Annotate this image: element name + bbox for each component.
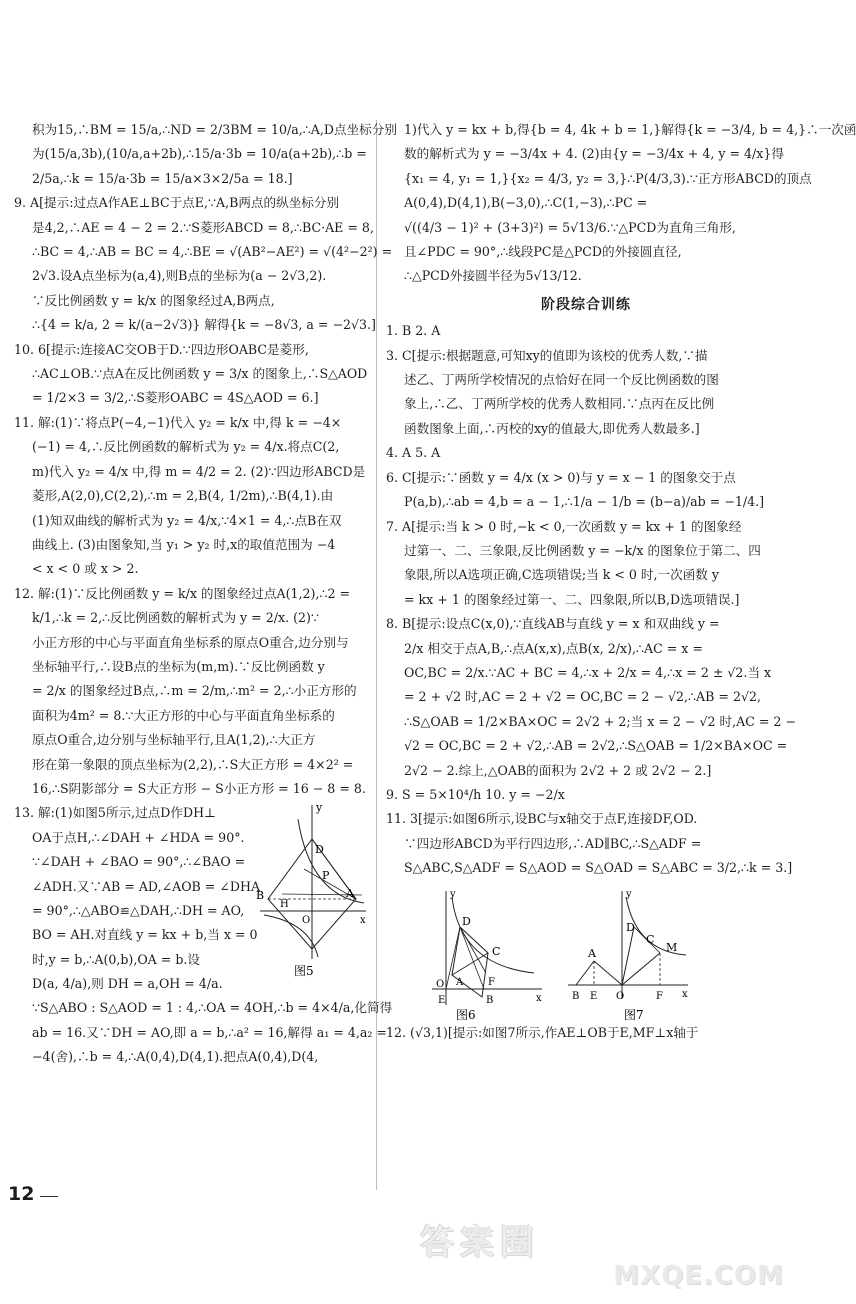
question-start-line: 4. A 5. A [386, 445, 441, 461]
question-start-line: 3. C[提示:根据题意,可知xy的值即为该校的优秀人数,∵描 [386, 347, 708, 363]
question-start-line: 13. 解:(1)如图5所示,过点D作DH⊥ [14, 805, 216, 821]
question-start-line: 7. A[提示:当 k > 0 时,−k < 0,一次函数 y = kx + 1 的图象经 [386, 518, 742, 534]
fig6-caption: 图6 [456, 1007, 476, 1022]
text-line: = 2/x 的图象经过B点,∴m = 2/m,∴m² = 2,∴小正方形的 [32, 683, 357, 699]
fig5-label-a: A [346, 887, 354, 901]
q13-block [14, 801, 370, 996]
text-line: A(0,4),D(4,1),B(−3,0),∴C(1,−3),∴PC = [404, 195, 648, 211]
text-line: (1)知双曲线的解析式为 y₂ = 4/x,∵4×1 = 4,∴点B在双 [32, 512, 342, 528]
question-start-line: 11. 3[提示:如图6所示,设BC与x轴交于点F,连接DF,OD. [386, 811, 698, 827]
right-answers-block [386, 319, 796, 880]
fig7-label-m: M [666, 940, 678, 954]
text-line: = 2 + √2 时,AC = 2 + √2 = OC,BC = 2 − √2,∴AB = 2√2, [404, 689, 762, 705]
text-line: 象限,所以A选项正确,C选项错误;当 k < 0 时,一次函数 y [404, 567, 719, 583]
text-line: ∴AC⊥OB.∵点A在反比例函数 y = 3/x 的图象上,∴S△AOD [32, 366, 368, 382]
fig7-label-c: C [646, 932, 655, 946]
text-line: = 1/2×3 = 3/2,∴S菱形OABC = 4S△AOD = 6.] [32, 390, 319, 406]
text-line: 原点O重合,边分别与坐标轴平行,且A(1,2),∴大正方 [32, 732, 316, 748]
text-line: ∴S△OAB = 1/2×BA×OC = 2√2 + 2;当 x = 2 − √2 时,AC = 2 − [404, 713, 796, 729]
text-line: 是4,2,∴AE = 4 − 2 = 2.∵S菱形ABCD = 8,∴BC·AE = 8, [32, 219, 374, 235]
text-line: OA于点H,∴∠DAH + ∠HDA = 90°. [32, 829, 245, 845]
text-line: 过第一、二、三象限,反比例函数 y = −k/x 的图象位于第二、四 [404, 542, 761, 558]
text-line: −4(舍),∴b = 4,∴A(0,4),D(4,1).把点A(0,4),D(4, [32, 1049, 319, 1065]
text-line: = 90°,∴△ABO≌△DAH,∴DH = AO, [32, 903, 245, 918]
text-line: ∵四边形ABCD为平行四边形,∴AD∥BC,∴S△ADF = [404, 835, 702, 851]
right-text-block [386, 118, 856, 289]
text-line: 2√2 − 2.综上,△OAB的面积为 2√2 + 2 或 2√2 − 2.] [404, 762, 712, 778]
text-line: 小正方形的中心与平面直角坐标系的原点O重合,边分别与 [32, 634, 349, 650]
text-line: 数的解析式为 y = −3/4x + 4. (2)由{y = −3/4x + 4, y = 4/x}得 [404, 146, 784, 162]
question-start-line: 8. B[提示:设点C(x,0),∵直线AB与直线 y = x 和双曲线 y = [386, 616, 720, 632]
text-line: 1)代入 y = kx + b,得{b = 4, 4k + b = 1,}解得{k = −3/4, b = 4,}∴一次函 [404, 122, 856, 137]
fig6-label-a: A [456, 976, 464, 988]
fig7-label-e: E [590, 990, 598, 1002]
fig6-label-d: D [462, 914, 471, 928]
text-line: 曲线上. (3)由图象知,当 y₁ > y₂ 时,x的取值范围为 −4 [32, 536, 336, 552]
text-line: 2/x 相交于点A,B,∴点A(x,x),点B(x, 2/x),∴AC = x = [404, 640, 703, 656]
fig6-label-b: B [486, 994, 494, 1006]
answer-12-line: 12. (√3,1)[提示:如图7所示,作AE⊥OB于E,MF⊥x轴于 [386, 1024, 699, 1040]
page-number: 12 [8, 1183, 35, 1205]
question-start-line: 11. 解:(1)∵将点P(−4,−1)代入 y₂ = k/x 中,得 k = −4× [14, 414, 342, 430]
question-start-line: 10. 6[提示:连接AC交OB于D.∵四边形OABC是菱形, [14, 341, 309, 357]
text-line: 16,∴S阴影部分 = S大正方形 − S小正方形 = 16 − 8 = 8. [32, 780, 366, 796]
fig5-label-o: O [302, 915, 311, 927]
fig5-label-y: y [316, 801, 323, 815]
text-line: 形在第一象限的顶点坐标为(2,2),∴S大正方形 = 4×2² = [32, 756, 354, 772]
text-line: ∠ADH.又∵AB = AD,∠AOB = ∠DHA [32, 878, 261, 894]
text-line: 坐标轴平行,∴设B点的坐标为(m,m).∵反比例函数 y [32, 658, 325, 674]
fig5-label-x: x [360, 915, 366, 927]
text-line: ∴△PCD外接圆半径为5√13/12. [404, 268, 582, 284]
fig7-caption: 图7 [624, 1007, 644, 1022]
fig5-label-b: B [256, 889, 265, 903]
page-number-rule [40, 1196, 58, 1197]
fig6-label-y: y [450, 888, 456, 900]
text-line: 积为15,∴BM = 15/a,∴ND = 2/3BM = 10/a,∴A,D点坐标分别 [32, 122, 397, 137]
fig7-label-y: y [626, 888, 632, 900]
text-line: = kx + 1 的图象经过第一、二、四象限,所以B,D选项错误.] [404, 591, 740, 607]
figure-5 [252, 799, 370, 979]
section-title: 阶段综合训练 [541, 296, 631, 313]
question-start-line: 6. C[提示:∵函数 y = 4/x (x > 0)与 y = x − 1 的图象交于点 [386, 469, 736, 485]
text-line: ∵S△ABO : S△AOD = 1 : 4,∴OA = 4OH,∴b = 4×4/a,化简得 [32, 1000, 393, 1016]
watermark-logo: 答案圈 [420, 1223, 540, 1263]
figures-row [386, 881, 786, 1021]
fig6-label-f: F [488, 976, 495, 988]
question-start-line: 12. 解:(1)∵反比例函数 y = k/x 的图象经过点A(1,2),∴2 = [14, 585, 351, 601]
text-line: 为(15/a,3b),(10/a,a+2b),∴15/a·3b = 10/a(a+2b),∴b = [32, 146, 367, 162]
text-line: S△ABC,S△ADF = S△AOD = S△OAD = S△ABC = 3/2,∴k = 3.] [404, 860, 793, 876]
text-line: 时,y = b,∴A(0,b),OA = b.设 [32, 951, 200, 967]
text-line: D(a, 4/a),则 DH = a,OH = 4/a. [32, 976, 223, 992]
question-start-line: 9. A[提示:过点A作AE⊥BC于点E,∵A,B两点的纵坐标分别 [14, 195, 340, 211]
text-line: ∵∠DAH + ∠BAO = 90°,∴∠BAO = [32, 854, 246, 870]
right-column [386, 118, 856, 1045]
question-start-line: 9. S = 5×10⁴/h 10. y = −2/x [386, 786, 565, 802]
fig5-caption: 图5 [294, 964, 314, 979]
text-line: OC,BC = 2/x.∵AC + BC = 4,∴x + 2/x = 4,∴x = 2 ± √2.当 x [404, 664, 772, 680]
fig6-label-c: C [492, 944, 501, 958]
fig7-label-x: x [682, 988, 688, 1000]
text-line: √2 = OC,BC = 2 + √2,∴AB = 2√2,∴S△OAB = 1/2×BA×OC = [404, 738, 788, 754]
left-tail-block [14, 996, 393, 1069]
text-line: 2√3.设A点坐标为(a,4),则B点的坐标为(a − 2√3,2). [32, 268, 327, 284]
text-line: 述乙、丁两所学校情况的点恰好在同一个反比例函数的图 [404, 372, 719, 388]
fig7-label-f: F [656, 990, 663, 1002]
text-line: 且∠PDC = 90°,∴线段PC是△PCD的外接圆直径, [404, 244, 682, 260]
text-line: ∴{4 = k/a, 2 = k/(a−2√3)} 解得{k = −8√3, a = −2√3.] [32, 317, 376, 333]
fig7-label-a: A [588, 946, 596, 960]
text-line: k/1,∴k = 2,∴反比例函数的解析式为 y = 2/x. (2)∵ [32, 610, 319, 626]
watermark [420, 1215, 790, 1300]
figure-6 [426, 887, 546, 1022]
text-line: (−1) = 4,∴反比例函数的解析式为 y₂ = 4/x.将点C(2, [32, 439, 340, 455]
watermark-url: MXQE.COM [613, 1261, 784, 1291]
fig7-label-b: B [572, 990, 580, 1002]
text-line: ab = 16.又∵DH = AO,即 a = b,∴a² = 16,解得 a₁ = 4,a₂ = [32, 1024, 387, 1040]
text-line: BO = AH.对直线 y = kx + b,当 x = 0 [32, 927, 258, 943]
text-line: ∴BC = 4,∴AB = BC = 4,∴BE = √(AB²−AE²) = √(4²−2²) = [32, 244, 393, 260]
text-line: P(a,b),∴ab = 4,b = a − 1,∴1/a − 1/b = (b−a)/ab = −1/4.] [404, 494, 765, 510]
fig6-label-o: O [436, 978, 445, 990]
q13-text [14, 801, 269, 996]
fig5-label-p: P [322, 869, 330, 883]
text-line: 面积为4m² = 8.∵大正方形的中心与平面直角坐标系的 [32, 707, 335, 723]
text-line: ∵反比例函数 y = k/x 的图象经过A,B两点, [32, 292, 275, 308]
text-line: {x₁ = 4, y₁ = 1,}{x₂ = 4/3, y₂ = 3,}∴P(4/3,3).∵正方形ABCD的顶点 [404, 170, 812, 186]
fig5-label-h: H [280, 899, 289, 911]
fig7-label-o: O [616, 990, 625, 1002]
text-line: 象上,∴乙、丁两所学校的优秀人数相同.∵点丙在反比例 [404, 396, 715, 412]
text-line: m)代入 y₂ = 4/x 中,得 m = 4/2 = 2. (2)∵四边形ABCD是 [32, 463, 366, 479]
fig6-label-e: E [438, 994, 446, 1006]
text-line: < x < 0 或 x > 2. [32, 561, 139, 577]
fig5-label-d: D [315, 843, 324, 857]
left-column [14, 118, 397, 1070]
question-start-line: 1. B 2. A [386, 323, 441, 339]
text-line: √((4/3 − 1)² + (3+3)²) = 5√13/6.∵△PCD为直角三角形, [404, 219, 736, 235]
left-text-block [14, 118, 397, 801]
text-line: 菱形,A(2,0),C(2,2),∴m = 2,B(4, 1/2m),∴B(4,1).由 [32, 488, 334, 504]
fig7-label-d: D [626, 920, 635, 934]
fig6-label-x: x [536, 992, 542, 1004]
text-line: 2/5a,∴k = 15/a·3b = 15/a×3×2/5a = 18.] [32, 170, 293, 186]
text-line: 函数图象上面,∴丙校的xy的值最大,即优秀人数最多.] [404, 420, 700, 436]
fig5-hyperbola [298, 819, 364, 903]
figure-7 [564, 887, 694, 1022]
